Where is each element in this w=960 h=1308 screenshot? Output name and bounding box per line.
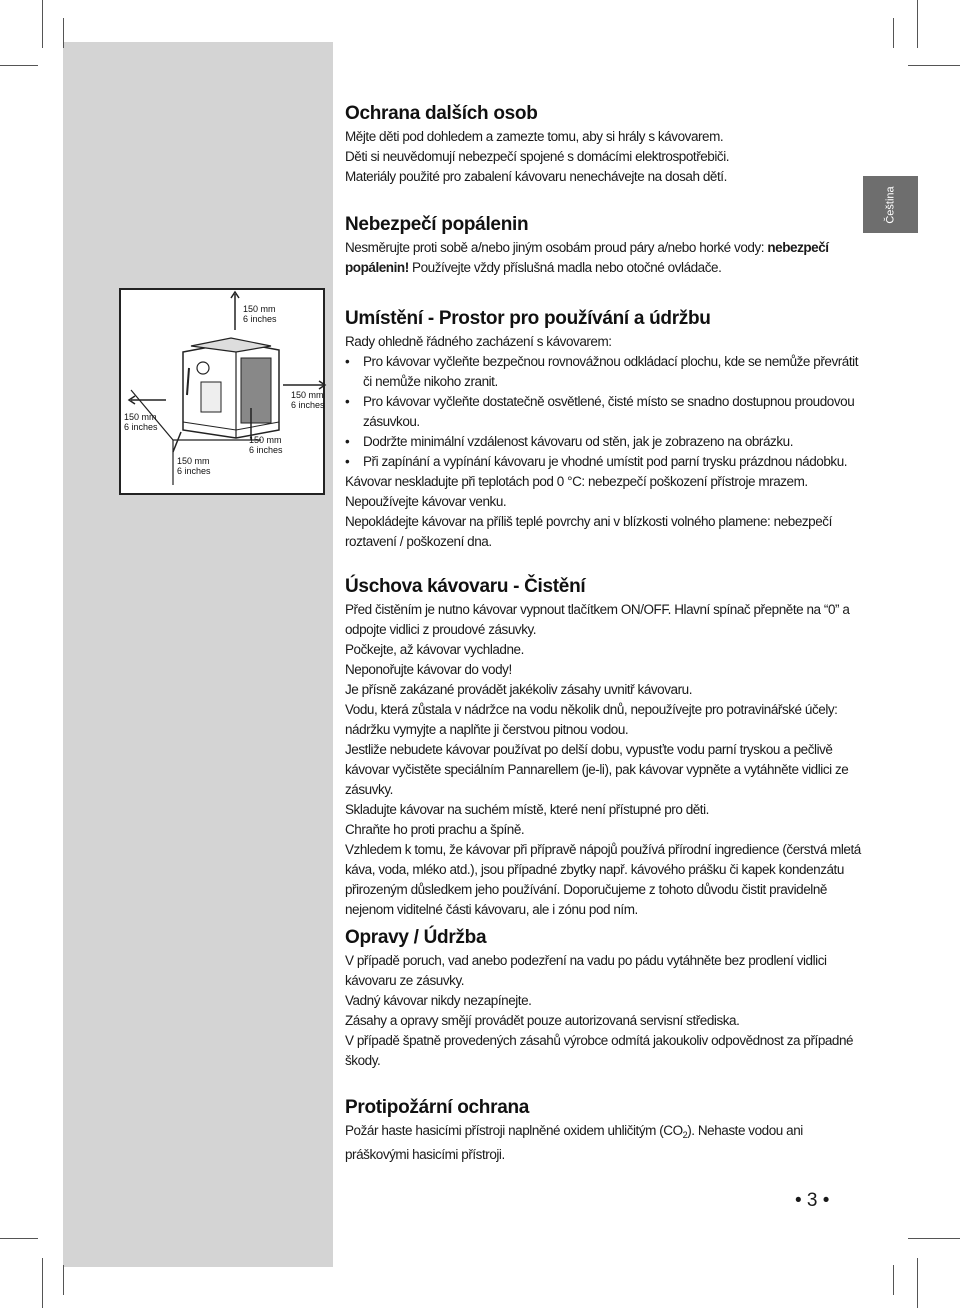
paragraph: Zásahy a opravy smějí provádět pouze autorizovaná servisní střediska. [345,1013,740,1028]
list-item-text: Při zapínání a vypínání kávovaru je vhodné umístit pod parní trysku prázdnou nádobku. [363,454,848,469]
list-item: • Dodržte minimální vzdálenost kávovaru od stěn, jak je zobrazeno na obrázku. [345,434,793,449]
crop-mark [908,1238,960,1239]
label-side-mm: 150 mm [249,435,282,445]
paragraph: Počkejte, až kávovar vychladne. [345,642,524,657]
paragraph [345,238,863,278]
language-tab [863,176,918,233]
warning-text: nebezpečí popálenin! [345,240,829,275]
paragraph: Vodu, která zůstala v nádržce na vodu několik dnů, nepoužívejte pro potravinářské účely: nádržku vymyjte a naplňte ji čerstvou pitnou vodou. [345,702,838,737]
section-title: Protipožární ochrana [345,1097,530,1118]
section-placement [345,306,863,552]
text-run: Požár haste hasicími přístroji naplněné oxidem uhličitým (CO [345,1123,683,1138]
list-item: • Při zapínání a vypínání kávovaru je vhodné umístit pod parní trysku prázdnou nádobku. [345,454,848,469]
label-top-mm: 150 mm [243,304,276,314]
section-title: Opravy / Údržba [345,927,487,948]
paragraph: Vzhledem k tomu, že kávovar při přípravě nápojů používá přírodní ingredience (čerstvá mletá káva, voda, mléko atd.), jsou případné zbytky např. kávového prášku či kapek kondenzátu přirozeným důsledkem jeho používání. Doporučujeme z tohoto důvodu čistit pravidelně nejenom viditelné části kávovaru, ale i zónu pod ním. [345,842,861,917]
paragraph: Děti si neuvědomují nebezpečí spojené s domácími elektrospotřebiči. [345,149,730,164]
list-item: • Pro kávovar vyčleňte dostatečně osvětlené, čisté místo se snadno dostupnou proudovou zásuvkou. [345,394,855,429]
label-left-in: 6 inches [124,422,158,432]
paragraph: Rady ohledně řádného zacházení s kávovarem: [345,334,612,349]
clearance-diagram [119,288,325,495]
paragraph: V případě špatně provedených zásahů výrobce odmítá jakoukoliv odpovědnost za případné škody. [345,1033,854,1068]
label-side-in: 6 inches [249,445,283,455]
label-right-mm: 150 mm [291,390,324,400]
crop-mark [893,1265,894,1295]
text-run: Nesměrujte proti sobě a/nebo jiným osobám proud páry a/nebo horké vody: [345,240,768,255]
crop-mark [63,1265,64,1295]
section-title: Nebezpečí popálenin [345,214,529,235]
bullet-list [345,352,863,472]
label-front-mm: 150 mm [177,456,210,466]
arrow-front [173,432,181,452]
crop-mark [0,65,38,66]
side-panel [241,358,271,423]
section-title: Umístění - Prostor pro používání a údržbu [345,308,711,329]
crop-mark [893,18,894,48]
paragraph: Chraňte ho proti prachu a špíně. [345,822,525,837]
text-run: ). Nehaste vodou ani práškovými hasicími přístroji. [345,1123,803,1162]
knob [197,362,209,374]
paragraph: Kávovar neskladujte při teplotách pod 0 °C: nebezpečí poškození přístroje mrazem. [345,474,808,489]
text-run: Používejte vždy příslušná madla nebo otočné ovládače. [408,260,722,275]
section-other-persons [345,101,863,187]
subscript: 2 [682,1130,688,1140]
label-right-in: 6 inches [291,400,325,410]
crop-mark [42,1258,43,1308]
paragraph: Je přísně zakázané provádět jakékoliv zásahy uvnitř kávovaru. [345,682,692,697]
paragraph: V případě poruch, vad anebo podezření na vadu po pádu vytáhněte bez prodlení vidlici kávovaru ze zásuvky. [345,953,827,988]
language-tab-label: Čeština [884,185,897,224]
list-item-text: Pro kávovar vyčleňte dostatečně osvětlené, čisté místo se snadno dostupnou proudovou zásuvkou. [363,394,855,429]
page-number: • 3 • [795,1190,830,1211]
crop-mark [42,0,43,48]
label-left-mm: 150 mm [124,412,157,422]
paragraph: Mějte děti pod dohledem a zamezte tomu, aby si hrály s kávovarem. [345,129,724,144]
crop-mark [917,1258,918,1308]
section-fire-protection [345,1095,863,1165]
section-storage-cleaning [345,574,863,920]
coffee-machine-illustration [121,290,327,497]
gray-side-band [63,42,333,1267]
list-item-text: Dodržte minimální vzdálenost kávovaru od stěn, jak je zobrazeno na obrázku. [363,434,793,449]
paragraph: Vadný kávovar nikdy nezapínejte. [345,993,532,1008]
label-top-in: 6 inches [243,314,277,324]
list-item: • Pro kávovar vyčleňte bezpečnou rovnovážnou odkládací plochu, kde se nemůže převrátit či nemůže nikoho zranit. [345,354,859,389]
crop-mark [908,65,960,66]
section-title: Ochrana dalších osob [345,103,538,124]
dispenser [201,382,221,412]
list-item-text: Pro kávovar vyčleňte bezpečnou rovnovážnou odkládací plochu, kde se nemůže převrátit či nemůže nikoho zranit. [363,354,859,389]
paragraph: Neponořujte kávovar do vody! [345,662,512,677]
section-burns [345,212,863,278]
paragraph: Nepoužívejte kávovar venku. [345,494,507,509]
paragraph: Před čistěním je nutno kávovar vypnout tlačítkem ON/OFF. Hlavní spínač přepněte na “0” a odpojte vidlici z proudové zásuvky. [345,602,850,637]
section-title: Úschova kávovaru - Čistění [345,576,586,597]
crop-mark [63,18,64,48]
paragraph: Skladujte kávovar na suchém místě, které není přístupné pro děti. [345,802,709,817]
paragraph: Nepokládejte kávovar na příliš teplé povrchy ani v blízkosti volného plamene: nebezpečí roztavení / poškození dna. [345,514,832,549]
crop-mark [917,0,918,48]
section-repairs [345,925,863,1071]
paragraph [345,1121,863,1165]
paragraph: Jestliže nebudete kávovar používat po delší dobu, vypusťte vodu parní tryskou a pečlivě kávovar vyčistěte speciálním Pannarellem (je-li), pak kávovar vypněte a vytáhněte vidlici ze zásuvky. [345,742,849,797]
crop-mark [0,1238,38,1239]
paragraph: Materiály použité pro zabalení kávovaru nenechávejte na dosah dětí. [345,169,727,184]
label-front-in: 6 inches [177,466,211,476]
